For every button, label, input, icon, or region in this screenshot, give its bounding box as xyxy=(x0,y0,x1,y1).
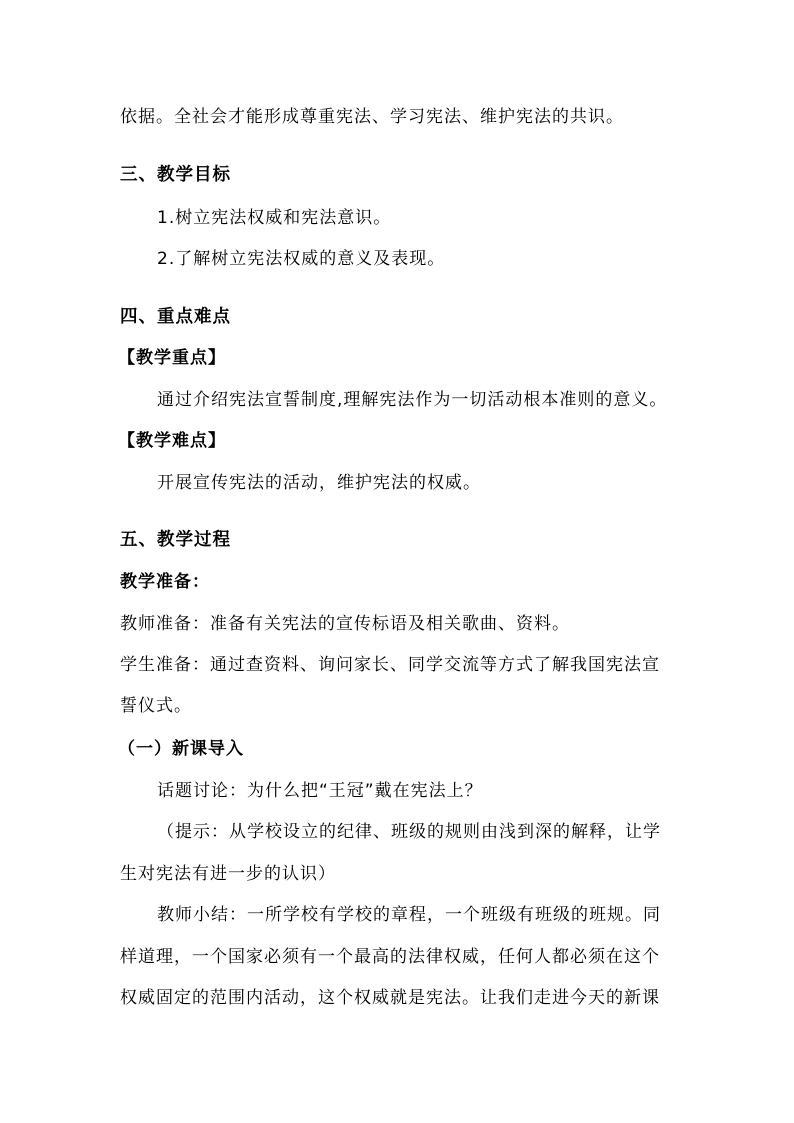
goal-item: 2.了解树立宪法权威的意义及表现。 xyxy=(157,249,446,269)
key-point-text: 通过介绍宪法宣誓制度,理解宪法作为一切活动根本准则的意义。 xyxy=(157,390,668,410)
teacher-summary-cont: 权威固定的范围内活动，这个权威就是宪法。让我们走进今天的新课 xyxy=(120,988,660,1008)
hint-text-cont: 生对宪法有进一步的认识） xyxy=(120,864,336,884)
section-heading-goals: 三、教学目标 xyxy=(120,165,231,185)
student-preparation: 学生准备：通过查资料、询问家长、同学交流等方式了解我国宪法宣 xyxy=(120,655,660,675)
teacher-summary-cont: 样道理，一个国家必须有一个最高的法律权威，任何人都必须在这个 xyxy=(120,947,660,967)
teacher-summary: 教师小结：一所学校有学校的章程，一个班级有班级的班规。同 xyxy=(157,905,661,925)
difficult-point-text: 开展宣传宪法的活动，维护宪法的权威。 xyxy=(157,473,481,493)
difficult-point-title: 【教学难点】 xyxy=(118,431,226,451)
teacher-preparation: 教师准备：准备有关宪法的宣传标语及相关歌曲、资料。 xyxy=(120,614,570,634)
preparation-title: 教学准备： xyxy=(120,572,210,592)
section-heading-process: 五、教学过程 xyxy=(120,530,231,550)
subsection-heading-intro: （一）新课导入 xyxy=(118,739,244,759)
key-point-title: 【教学重点】 xyxy=(118,348,226,368)
goal-item: 1.树立宪法权威和宪法意识。 xyxy=(157,208,392,228)
student-preparation-cont: 誓仪式。 xyxy=(120,696,192,716)
topic-discussion: 话题讨论：为什么把“王冠”戴在宪法上？ xyxy=(157,781,483,801)
section-heading-key-points: 四、重点难点 xyxy=(120,307,231,327)
paragraph-line: 依据。全社会才能形成尊重宪法、学习宪法、维护宪法的共识。 xyxy=(120,107,624,127)
hint-text: （提示：从学校设立的纪律、班级的规则由浅到深的解释，让学 xyxy=(157,822,661,842)
